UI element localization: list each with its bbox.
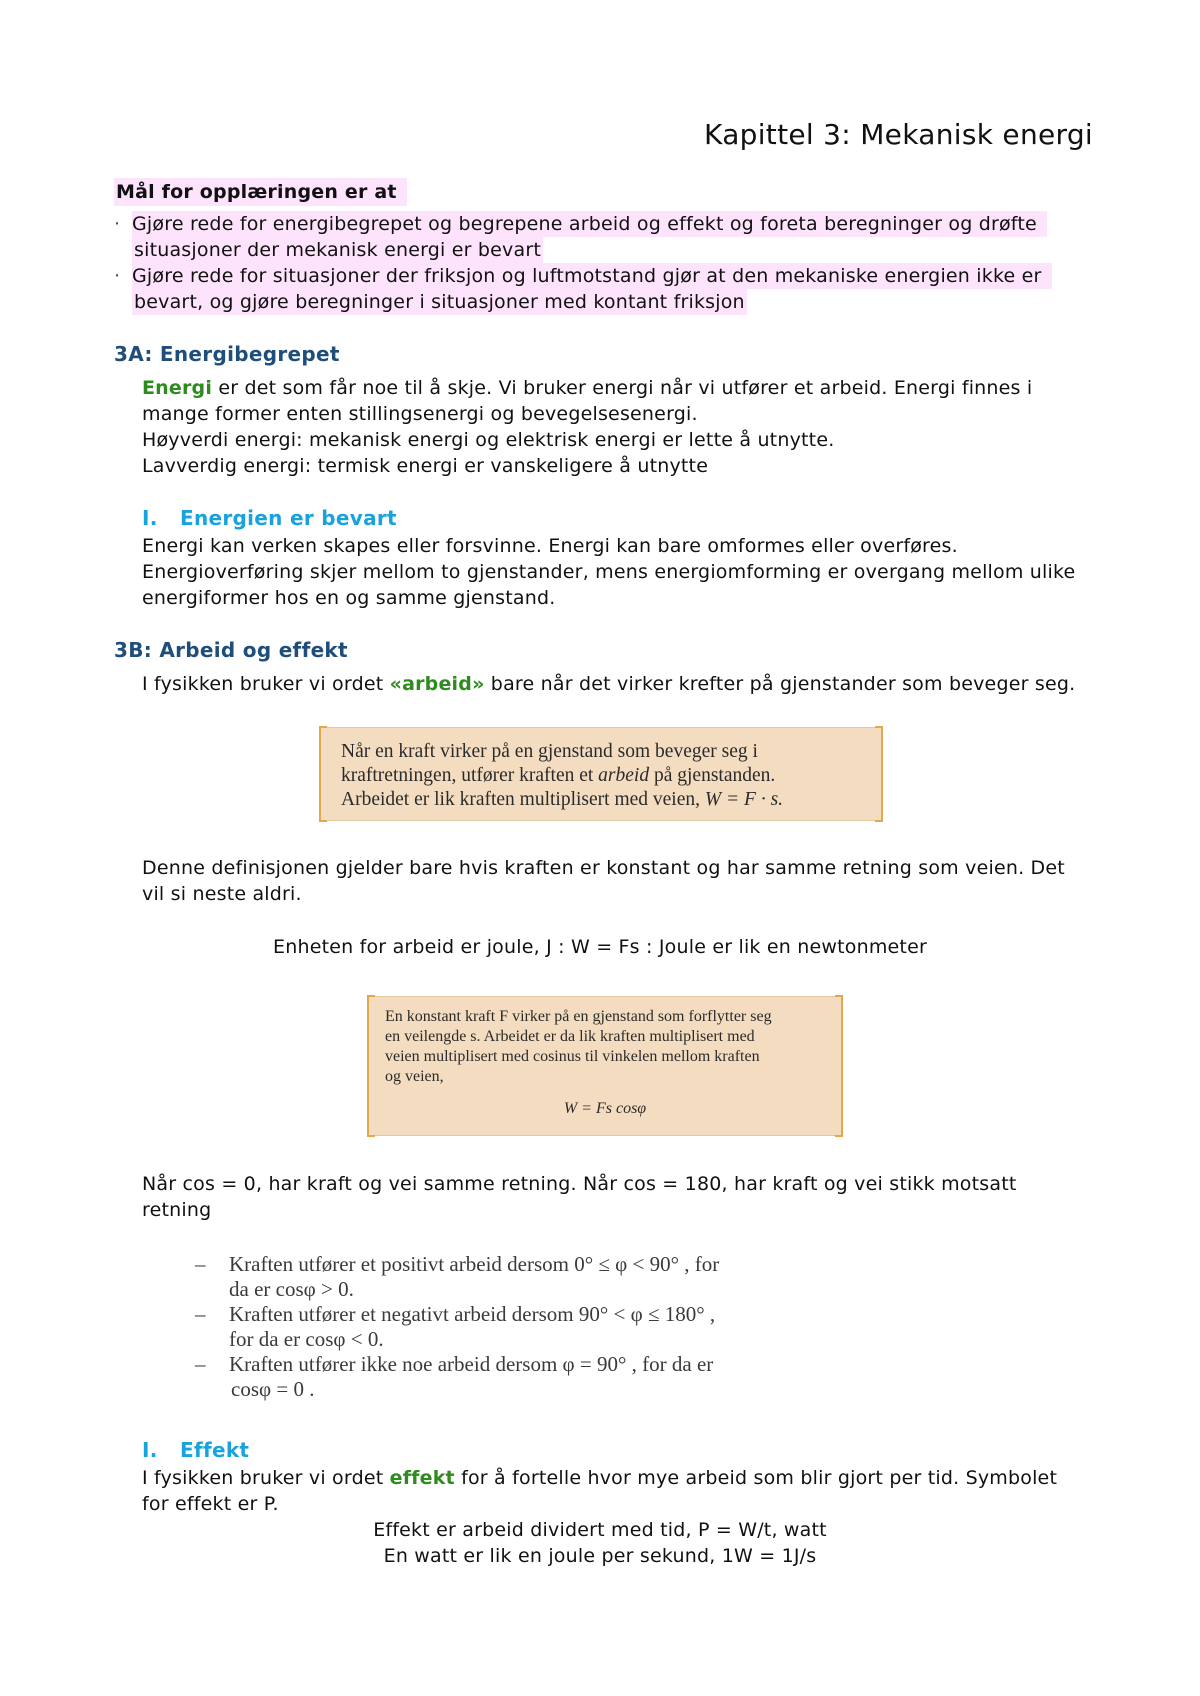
bullet-marker: · (114, 265, 121, 287)
bevart-line-3: energiformer hos en og samme gjenstand. (142, 587, 556, 609)
section-3a-line-3: Høyverdi energi: mekanisk energi og elektrisk energi er lette å utnytte. (142, 429, 835, 451)
list-item: – Kraften utfører et positivt arbeid dersom 0° ≤ φ < 90° , for da er cosφ > 0. (195, 1252, 720, 1301)
box2-line-2: en veilengde s. Arbeidet er da lik kraften multiplisert med (385, 1028, 755, 1045)
box1-line-2: kraftretningen, utfører kraften et arbeid på gjenstanden. (341, 765, 776, 786)
section-3a-line-1: Energi er det som får noe til å skje. Vi bruker energi når vi utfører et arbeid. Energi finnes i (142, 377, 1033, 399)
page-title: Kapittel 3: Mekanisk energi (704, 118, 1093, 151)
effekt-formula-2: En watt er lik en joule per sekund, 1W = 1J/s (383, 1545, 817, 1567)
box1-line-3: Arbeidet er lik kraften multiplisert med veien, W = F · s. (341, 789, 784, 810)
bevart-line-2: Energioverføring skjer mellom to gjenstander, mens energiomforming er overgang mellom ulike (142, 561, 1076, 583)
effekt-heading: I. Effekt (142, 1438, 250, 1462)
unit-line: Enheten for arbeid er joule, J : W = Fs : Joule er lik en newtonmeter (273, 936, 927, 958)
bevart-line-1: Energi kan verken skapes eller forsvinne. Energi kan bare omformes eller overføres. (142, 535, 958, 557)
goals-heading: Mål for opplæringen er at (114, 179, 407, 205)
box2-formula: W = Fs cosφ (563, 1100, 647, 1117)
box2-line-3: veien multiplisert med cosinus til vinkelen mellom kraften (385, 1048, 760, 1065)
arbeid-intro: I fysikken bruker vi ordet «arbeid» bare når det virker krefter på gjenstander som beveger seg. (142, 673, 1076, 695)
list-item: – Kraften utfører et negativt arbeid dersom 90° < φ ≤ 180° , for da er cosφ < 0. (195, 1302, 716, 1351)
goals-bullet-1: · Gjøre rede for energibegrepet og begrepene arbeid og effekt og foreta beregninger og drøfte (114, 211, 1047, 237)
term-effekt: effekt (389, 1467, 455, 1489)
box1-line-1: Når en kraft virker på en gjenstand som beveger seg i (341, 741, 758, 762)
goals-bullet-1-cont: situasjoner der mekanisk energi er bevart (134, 239, 541, 261)
goals-bullet-2-cont: bevart, og gjøre beregninger i situasjoner med kontant friksjon (134, 291, 745, 313)
definition-note-line-1: Denne definisjonen gjelder bare hvis kraften er konstant og har samme retning som veien. Det (142, 857, 1065, 879)
dash-marker: – (195, 1302, 206, 1326)
cosine-work-box (368, 996, 842, 1136)
box2-line-1: En konstant kraft F virker på en gjenstand som forflytter seg (385, 1008, 772, 1025)
cos-line-1: Når cos = 0, har kraft og vei samme retning. Når cos = 180, har kraft og vei stikk motsatt (142, 1173, 1017, 1195)
effekt-line-1: I fysikken bruker vi ordet effekt for å fortelle hvor mye arbeid som blir gjort per tid. Symbolet (142, 1467, 1058, 1489)
section-3a-line-2: mange former enten stillingsenergi og bevegelsesenergi. (142, 403, 698, 425)
goals-bullet-2: · Gjøre rede for situasjoner der friksjon og luftmotstand gjør at den mekaniske energien ikke er (114, 263, 1052, 289)
bullet-marker: · (114, 213, 121, 235)
work-sign-list (195, 1252, 795, 1402)
dash-marker: – (195, 1252, 206, 1276)
effekt-formula-1: Effekt er arbeid dividert med tid, P = W/t, watt (373, 1519, 827, 1541)
dash-marker: – (195, 1352, 206, 1376)
definition-note-line-2: vil si neste aldri. (142, 883, 302, 905)
list-item: – Kraften utfører ikke noe arbeid dersom φ = 90° , for da er cosφ = 0 . (195, 1352, 714, 1401)
term-energi: Energi (142, 377, 213, 399)
term-arbeid: «arbeid» (389, 673, 485, 695)
effekt-line-2: for effekt er P. (142, 1493, 279, 1515)
box2-line-4: og veien, (385, 1068, 444, 1085)
section-3a-line-4: Lavverdig energi: termisk energi er vanskeligere å utnytte (142, 455, 709, 477)
section-3a-heading: 3A: Energibegrepet (114, 342, 340, 366)
arbeid-definition-box (320, 727, 882, 821)
energien-er-bevart-heading: I. Energien er bevart (142, 506, 397, 530)
cos-line-2: retning (142, 1199, 212, 1221)
section-3b-heading: 3B: Arbeid og effekt (114, 638, 348, 662)
